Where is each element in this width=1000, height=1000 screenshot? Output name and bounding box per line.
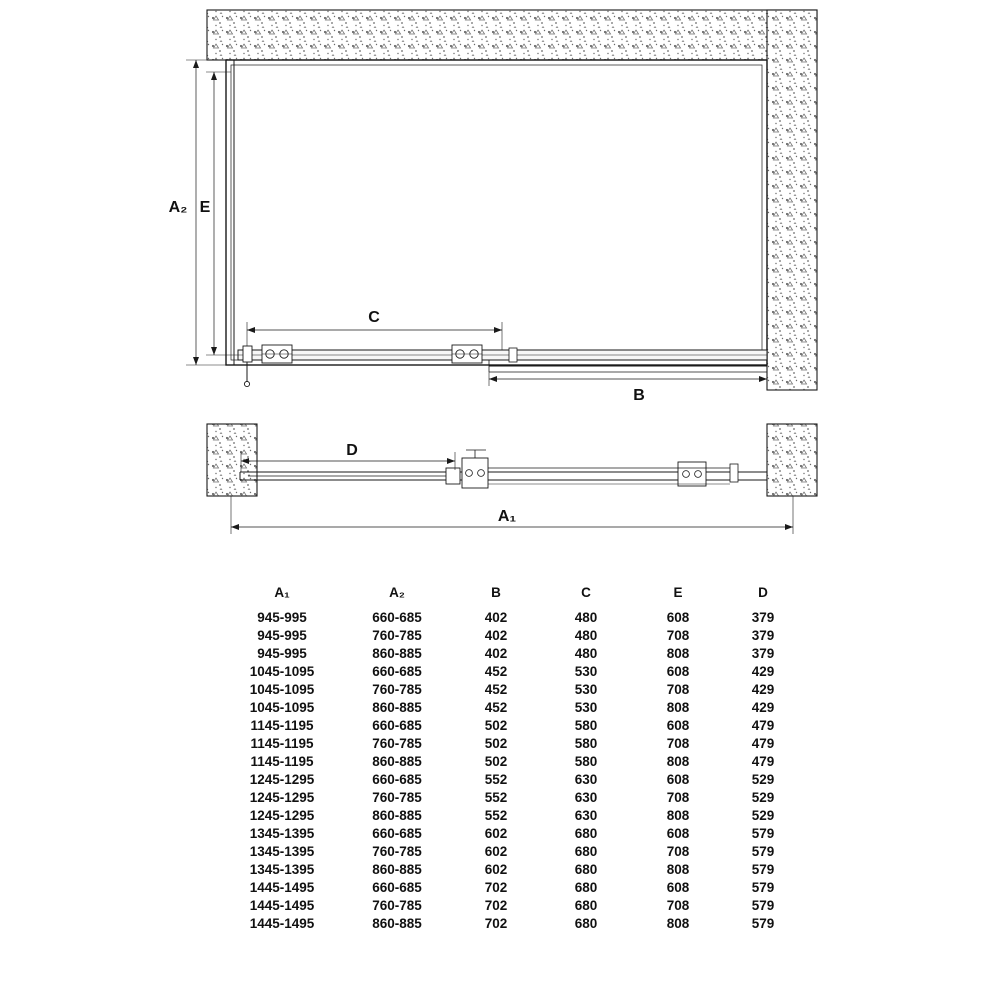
table-cell: 552 bbox=[484, 771, 508, 787]
table-cell: 702 bbox=[484, 915, 508, 931]
table-cell: 760-785 bbox=[372, 789, 422, 805]
table-cell: 860-885 bbox=[372, 915, 422, 931]
table-cell: 708 bbox=[666, 789, 690, 805]
table-cell: 660-685 bbox=[372, 825, 422, 841]
table-cell: 630 bbox=[574, 771, 598, 787]
table-cell: 1345-1395 bbox=[249, 861, 315, 877]
table-cell: 808 bbox=[666, 861, 690, 877]
table-row bbox=[222, 698, 802, 716]
table-cell: 708 bbox=[666, 735, 690, 751]
table-cell: 760-785 bbox=[372, 897, 422, 913]
roller-carriage-left bbox=[262, 345, 292, 363]
dimension-e bbox=[206, 72, 238, 355]
table-cell: 1145-1195 bbox=[250, 735, 314, 751]
table-cell: 602 bbox=[484, 843, 508, 859]
table-cell: 579 bbox=[751, 843, 775, 859]
table-cell: 379 bbox=[751, 627, 775, 643]
table-cell: 708 bbox=[666, 681, 690, 697]
table-cell: 402 bbox=[484, 627, 508, 643]
enclosure-outline bbox=[226, 60, 767, 365]
table-cell: 480 bbox=[574, 609, 598, 625]
plan-right-wall bbox=[767, 424, 817, 496]
table-cell: 579 bbox=[751, 825, 775, 841]
table-cell: 452 bbox=[484, 681, 508, 697]
plan-end-cap bbox=[446, 468, 460, 484]
table-cell: 529 bbox=[751, 771, 775, 787]
table-cell: 702 bbox=[484, 879, 508, 895]
table-row bbox=[222, 680, 802, 698]
label-c: C bbox=[368, 309, 380, 326]
table-cell: 708 bbox=[666, 897, 690, 913]
column-header-d: D bbox=[758, 585, 768, 600]
table-cell: 1345-1395 bbox=[249, 825, 315, 841]
table-cell: 808 bbox=[666, 699, 690, 715]
table-cell: 808 bbox=[666, 807, 690, 823]
table-cell: 630 bbox=[574, 807, 598, 823]
table-cell: 1045-1095 bbox=[249, 663, 315, 679]
table-cell: 502 bbox=[484, 735, 508, 751]
table-cell: 860-885 bbox=[372, 645, 422, 661]
table-cell: 452 bbox=[484, 699, 508, 715]
table-cell: 608 bbox=[666, 771, 690, 787]
table-cell: 1445-1495 bbox=[249, 879, 315, 895]
table-cell: 608 bbox=[666, 609, 690, 625]
table-cell: 502 bbox=[484, 753, 508, 769]
table-cell: 680 bbox=[574, 825, 598, 841]
table-cell: 702 bbox=[484, 897, 508, 913]
table-cell: 608 bbox=[666, 825, 690, 841]
table-cell: 630 bbox=[574, 789, 598, 805]
plan-carriage-right bbox=[678, 462, 706, 486]
bottom-rail-assembly bbox=[238, 345, 767, 387]
table-cell: 579 bbox=[751, 897, 775, 913]
table-cell: 860-885 bbox=[372, 807, 422, 823]
table-cell: 760-785 bbox=[372, 627, 422, 643]
enclosure-inner-outline bbox=[231, 65, 762, 360]
table-cell: 660-685 bbox=[372, 663, 422, 679]
left-wall-profile bbox=[226, 60, 234, 365]
table-cell: 945-995 bbox=[257, 609, 307, 625]
table-cell: 530 bbox=[574, 663, 598, 679]
table-cell: 402 bbox=[484, 609, 508, 625]
table-row bbox=[222, 626, 802, 644]
table-row bbox=[222, 608, 802, 626]
dimension-a2 bbox=[186, 60, 238, 365]
table-cell: 708 bbox=[666, 627, 690, 643]
table-cell: 680 bbox=[574, 843, 598, 859]
table-cell: 580 bbox=[574, 717, 598, 733]
right-wall-hatch bbox=[767, 10, 817, 390]
table-header-row bbox=[222, 583, 802, 608]
table-cell: 680 bbox=[574, 879, 598, 895]
table-cell: 760-785 bbox=[372, 843, 422, 859]
table-row bbox=[222, 644, 802, 662]
table-cell: 502 bbox=[484, 717, 508, 733]
table-row bbox=[222, 806, 802, 824]
table-cell: 1245-1295 bbox=[249, 771, 315, 787]
roller-carriage-right bbox=[452, 345, 482, 363]
table-cell: 808 bbox=[666, 645, 690, 661]
door-handle bbox=[243, 346, 252, 387]
table-cell: 945-995 bbox=[257, 627, 307, 643]
table-row bbox=[222, 770, 802, 788]
table-row bbox=[222, 752, 802, 770]
label-d: D bbox=[346, 442, 358, 459]
table-cell: 660-685 bbox=[372, 717, 422, 733]
plan-left-wall bbox=[207, 424, 257, 496]
table-cell: 1045-1095 bbox=[249, 681, 315, 697]
table-cell: 480 bbox=[574, 645, 598, 661]
table-cell: 760-785 bbox=[372, 735, 422, 751]
plan-carriage-center bbox=[462, 450, 488, 488]
table-row bbox=[222, 662, 802, 680]
label-a1: A₁ bbox=[497, 508, 517, 525]
table-cell: 808 bbox=[666, 753, 690, 769]
table-cell: 708 bbox=[666, 843, 690, 859]
table-cell: 452 bbox=[484, 663, 508, 679]
plan-rail bbox=[240, 450, 767, 488]
table-cell: 660-685 bbox=[372, 879, 422, 895]
table-cell: 1145-1195 bbox=[250, 717, 314, 733]
table-cell: 552 bbox=[484, 789, 508, 805]
table-cell: 580 bbox=[574, 753, 598, 769]
table-cell: 529 bbox=[751, 807, 775, 823]
table-cell: 479 bbox=[751, 753, 775, 769]
table-row bbox=[222, 878, 802, 896]
table-cell: 429 bbox=[751, 699, 775, 715]
table-cell: 680 bbox=[574, 861, 598, 877]
table-cell: 860-885 bbox=[372, 699, 422, 715]
column-header-e: E bbox=[673, 585, 683, 600]
table-cell: 579 bbox=[751, 861, 775, 877]
column-header-a1: A₁ bbox=[274, 585, 290, 600]
table-cell: 429 bbox=[751, 681, 775, 697]
table-cell: 608 bbox=[666, 879, 690, 895]
table-cell: 530 bbox=[574, 699, 598, 715]
table-cell: 402 bbox=[484, 645, 508, 661]
column-header-c: C bbox=[581, 585, 591, 600]
table-cell: 602 bbox=[484, 825, 508, 841]
table-cell: 379 bbox=[751, 645, 775, 661]
table-cell: 1045-1095 bbox=[249, 699, 315, 715]
table-cell: 1445-1495 bbox=[249, 915, 315, 931]
table-cell: 480 bbox=[574, 627, 598, 643]
table-cell: 429 bbox=[751, 663, 775, 679]
label-e: E bbox=[199, 199, 211, 216]
table-cell: 1145-1195 bbox=[250, 753, 314, 769]
table-cell: 680 bbox=[574, 897, 598, 913]
table-cell: 379 bbox=[751, 609, 775, 625]
table-cell: 479 bbox=[751, 735, 775, 751]
table-cell: 808 bbox=[666, 915, 690, 931]
table-cell: 1245-1295 bbox=[249, 807, 315, 823]
table-row bbox=[222, 896, 802, 914]
front-elevation-view bbox=[186, 10, 817, 390]
dimension-table bbox=[222, 583, 802, 932]
table-row bbox=[222, 914, 802, 932]
table-cell: 1345-1395 bbox=[249, 843, 315, 859]
table-row bbox=[222, 788, 802, 806]
table-cell: 1445-1495 bbox=[249, 897, 315, 913]
table-cell: 608 bbox=[666, 663, 690, 679]
table-cell: 660-685 bbox=[372, 771, 422, 787]
table-cell: 479 bbox=[751, 717, 775, 733]
table-cell: 1245-1295 bbox=[249, 789, 315, 805]
table-row bbox=[222, 716, 802, 734]
table-cell: 860-885 bbox=[372, 861, 422, 877]
ceiling-wall-hatch bbox=[207, 10, 817, 60]
dimension-b bbox=[489, 366, 767, 386]
table-cell: 580 bbox=[574, 735, 598, 751]
table-cell: 608 bbox=[666, 717, 690, 733]
table-row bbox=[222, 860, 802, 878]
table-cell: 530 bbox=[574, 681, 598, 697]
table-cell: 529 bbox=[751, 789, 775, 805]
rail-stopper bbox=[509, 348, 517, 362]
table-cell: 660-685 bbox=[372, 609, 422, 625]
table-cell: 602 bbox=[484, 861, 508, 877]
label-a2: A₂ bbox=[168, 199, 188, 216]
table-cell: 860-885 bbox=[372, 753, 422, 769]
table-row bbox=[222, 842, 802, 860]
table-row bbox=[222, 734, 802, 752]
table-cell: 579 bbox=[751, 915, 775, 931]
table-cell: 760-785 bbox=[372, 681, 422, 697]
table-cell: 680 bbox=[574, 915, 598, 931]
table-cell: 579 bbox=[751, 879, 775, 895]
table-cell: 945-995 bbox=[257, 645, 307, 661]
table-cell: 552 bbox=[484, 807, 508, 823]
column-header-a2: A₂ bbox=[389, 585, 405, 600]
label-b: B bbox=[633, 387, 645, 404]
column-header-b: B bbox=[491, 585, 501, 600]
table-row bbox=[222, 824, 802, 842]
